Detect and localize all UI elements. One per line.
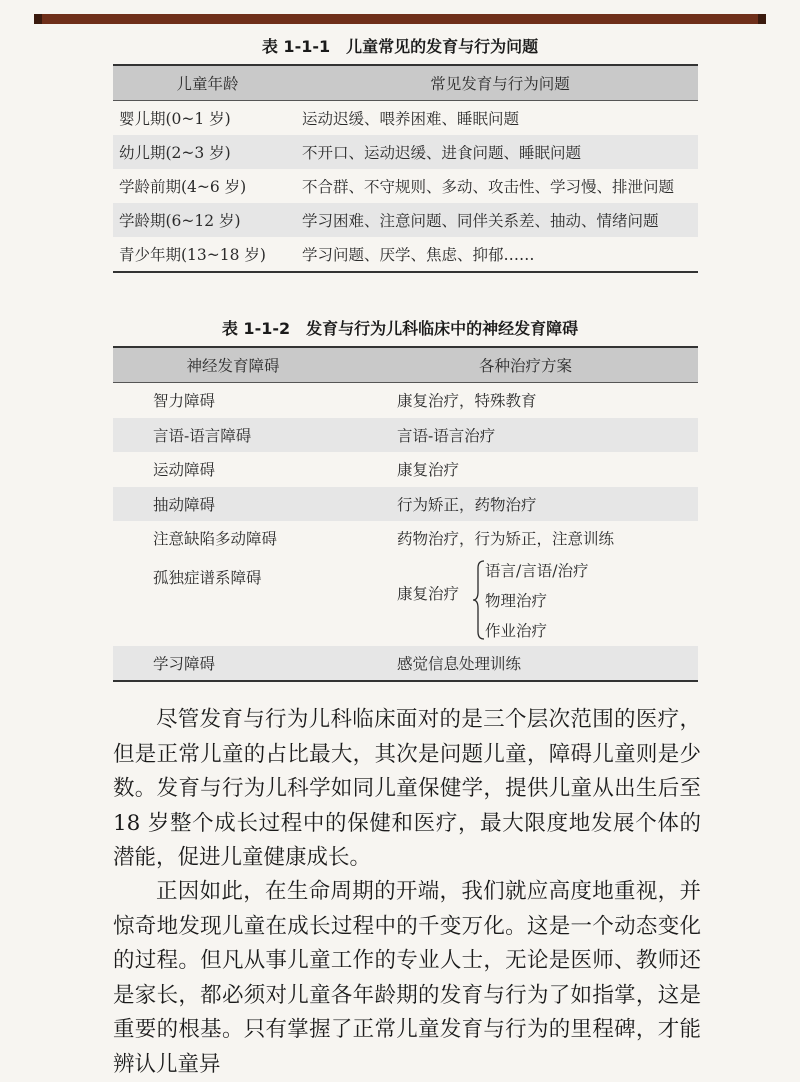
table2-treatment-cell: 康复治疗，特殊教育 — [397, 392, 537, 411]
table-row — [113, 203, 698, 237]
table1-caption: 表 1-1-1 儿童常见的发育与行为问题 — [261, 37, 539, 56]
table2-caption: 表 1-1-2 发育与行为儿科临床中的神经发育障碍 — [221, 319, 579, 338]
table-row — [113, 521, 698, 556]
table2-disorder-cell: 运动障碍 — [153, 461, 216, 480]
table1-issues-cell: 不合群、不守规则、多动、攻击性、学习慢、排泄问题 — [302, 178, 675, 196]
treatment-sub-item: 作业治疗 — [485, 621, 548, 640]
table-row — [113, 487, 698, 522]
table-row — [113, 646, 698, 682]
table2-disorder-cell: 学习障碍 — [113, 646, 353, 682]
table-row — [113, 237, 698, 272]
table1-age-cell: 幼儿期(2~3 岁) — [119, 144, 231, 162]
treatment-sub-list — [485, 556, 588, 646]
page-header-bar — [34, 14, 766, 24]
table2-treatment-cell: 行为矫正，药物治疗 — [397, 495, 537, 514]
table1-age-cell: 学龄前期(4~6 岁) — [119, 178, 247, 196]
table2-header-disorder: 神经发育障碍 — [113, 347, 353, 383]
body-paragraph-1: 尽管发育与行为儿科临床面对的是三个层次范围的医疗，但是正常儿童的占比最大，其次是问题儿童，障碍儿童则是少数。发育与行为儿科学如同儿童保健学，提供儿童从出生后至 18 岁整个成长过程中的保健和医疗，最大限度地发展个体的潜能，促进儿童健康成长。 — [113, 707, 701, 870]
table1-header-issues: 常见发育与行为问题 — [302, 65, 698, 101]
table2-treatment-cell: 感觉信息处理训练 — [353, 646, 698, 682]
table1-common-problems — [113, 64, 698, 273]
table1-age-cell: 婴儿期(0~1 岁) — [119, 110, 231, 128]
treatment-group-label: 康复治疗 — [397, 584, 460, 603]
table-row — [113, 418, 698, 453]
table2-disorder-cell: 言语-语言障碍 — [153, 426, 252, 445]
body-paragraph-2: 正因如此，在生命周期的开端，我们就应高度地重视，并惊奇地发现儿童在成长过程中的千变万化。这是一个动态变化的过程。但凡从事儿童工作的专业人士，无论是医师、教师还是家长，都必须对儿童各年龄期的发育与行为了如指掌，这是重要的根基。只有掌握了正常儿童发育与行为的里程碑，才能辨认儿童异 — [113, 879, 701, 1077]
treatment-sub-item: 语言/言语/治疗 — [485, 561, 589, 580]
table1-issues-cell: 学习困难、注意问题、同伴关系差、抽动、情绪问题 — [302, 212, 659, 230]
table2-treatment-cell: 药物治疗，行为矫正，注意训练 — [397, 530, 615, 549]
curly-brace-icon — [473, 560, 485, 640]
treatment-group — [397, 556, 698, 644]
table2-disorder-cell: 智力障碍 — [153, 392, 216, 411]
table2-treatment-cell: 言语-语言治疗 — [397, 426, 496, 445]
table2-disorder-cell: 抽动障碍 — [153, 495, 216, 514]
table1-issues-cell: 运动迟缓、喂养困难、睡眠问题 — [302, 110, 520, 128]
table2-header-row — [113, 347, 698, 383]
table1-header-row — [113, 65, 698, 101]
table2-header-treatment: 各种治疗方案 — [353, 347, 698, 383]
table1-issues-cell: 学习问题、厌学、焦虑、抑郁…… — [302, 237, 698, 272]
table-row — [113, 169, 698, 203]
table2-disorder-cell: 孤独症谱系障碍 — [153, 568, 262, 587]
table1-age-cell: 青少年期(13~18 岁) — [113, 237, 302, 272]
treatment-sub-item: 物理治疗 — [485, 591, 548, 610]
table-row — [113, 452, 698, 487]
table-row — [113, 556, 698, 646]
table1-issues-cell: 不开口、运动迟缓、进食问题、睡眠问题 — [302, 144, 582, 162]
table1-age-cell: 学龄期(6~12 岁) — [119, 212, 241, 230]
table1-header-age: 儿童年龄 — [113, 65, 302, 101]
table2-neurodevelopmental-disorders — [113, 346, 698, 682]
table-row — [113, 135, 698, 169]
table2-disorder-cell: 注意缺陷多动障碍 — [153, 530, 278, 549]
table2-treatment-cell-grouped — [353, 556, 698, 646]
table2-treatment-cell: 康复治疗 — [397, 461, 460, 480]
table-row — [113, 101, 698, 136]
table-row — [113, 383, 698, 418]
